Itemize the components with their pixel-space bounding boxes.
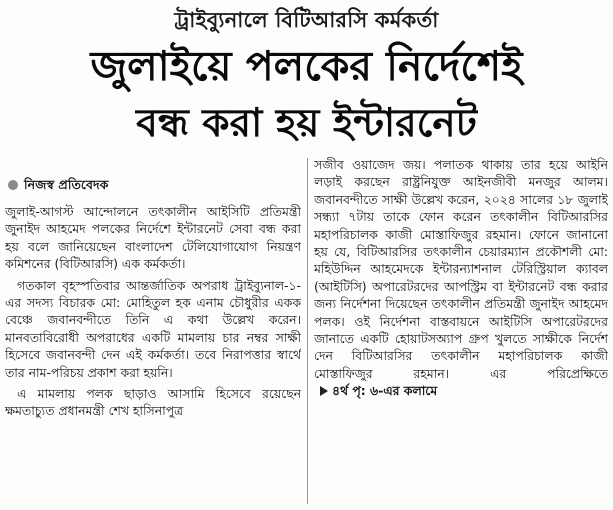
paragraph: জুলাই-আগস্ট আন্দোলনে তৎকালীন আইসিটি প্রতিমন্ত্রী জুনাইদ আহমেদ পলকের নির্দেশে ইন্টারনেট সেবা বন্ধ করা হয় বলে জানিয়েছেন বাংলাদেশ টেলিযোগাযোগ নিয়ন্ত্রণ কমিশনের (বিটিআরসি) এক কর্মকর্তা।: [5, 204, 301, 272]
continuation-jump: [314, 383, 437, 398]
byline-text: নিজস্ব প্রতিবেদক: [24, 177, 109, 193]
column-divider: [307, 158, 308, 504]
article-kicker: ট্রাইব্যুনালে বিটিআরসি কর্মকর্তা: [174, 8, 439, 32]
paragraph: গতকাল বৃহস্পতিবার আন্তর্জাতিক অপরাধ ট্রাইব্যুনাল-১-এর সদস্য বিচারক মো: মোহিতুল হক এনাম চৌধুরীর একক বেঞ্চে জবানবন্দীতে তিনি এ কথা উল্লেখ করেন। মানবতাবিরোধী অপরাধের একটি মামলায় চার নম্বর সাক্ষী হিসেবে জবানবন্দী দেন এই কর্মকর্তা। তবে নিরাপত্তার স্বার্থে তার নাম-পরিচয় প্রকাশ করা হয়নি।: [5, 277, 301, 380]
article-column-right: [314, 156, 608, 510]
headline-line-2: বন্ধ করা হয় ইন্টারনেট: [136, 101, 477, 146]
continuation-jump-text: ৪র্থ পৃ: ৬-এর কলামে: [332, 383, 438, 399]
jump-arrow-icon: [320, 386, 328, 396]
byline: [5, 176, 301, 194]
article-column-left: [5, 156, 301, 510]
byline-bullet-icon: [8, 180, 18, 190]
paragraph-text: সজীব ওয়াজেদ জয়। পলাতক থাকায় তার হয়ে আইনি লড়াই করছেন রাষ্ট্রনিযুক্ত আইনজীবী মনজুর আলম। জবানবন্দীতে সাক্ষী উল্লেখ করেন, ২০২৪ সালের ১৮ জুলাই সন্ধ্যা ৭টায় তাকে ফোন করেন তৎকালীন বিটিআরসির মহাপরিচালক কাজী মোস্তাফিজুর রহমান। ফোনে জানানো হয় যে, বিটিআরসির তৎকালীন চেয়ারম্যান প্রকৌশলী মো: মহিউদ্দিন আহমেদকে ইন্টারন্যাশনাল টেরিস্ট্রিয়াল ক্যাবল (আইটিসি) অপারেটরদের আপস্ট্রিম বা ইন্টারনেট বন্ধ করার জন্য নির্দেশনা দিয়েছেন তৎকালীন প্রতিমন্ত্রী জুনাইদ আহমেদ পলক। ওই নির্দেশনা বাস্তবায়নে আইটিসি অপারেটরদের জানাতে একটি হোয়াটসঅ্যাপ গ্রুপ খুলতে সাক্ষীকে নির্দেশ দেন বিটিআরসির তৎকালীন মহাপরিচালক কাজী মোস্তাফিজুর রহমান। এর পরিপ্রেক্ষিতে: [314, 157, 608, 381]
paragraph: এ মামলায় পলক ছাড়াও আসামি হিসেবে রয়েছেন ক্ষমতাচ্যুত প্রধানমন্ত্রী শেখ হাসিনাপুত্র: [5, 386, 301, 419]
headline-line-1: জুলাইয়ে পলকের নির্দেশেই: [90, 42, 523, 90]
paragraph: [314, 156, 608, 400]
